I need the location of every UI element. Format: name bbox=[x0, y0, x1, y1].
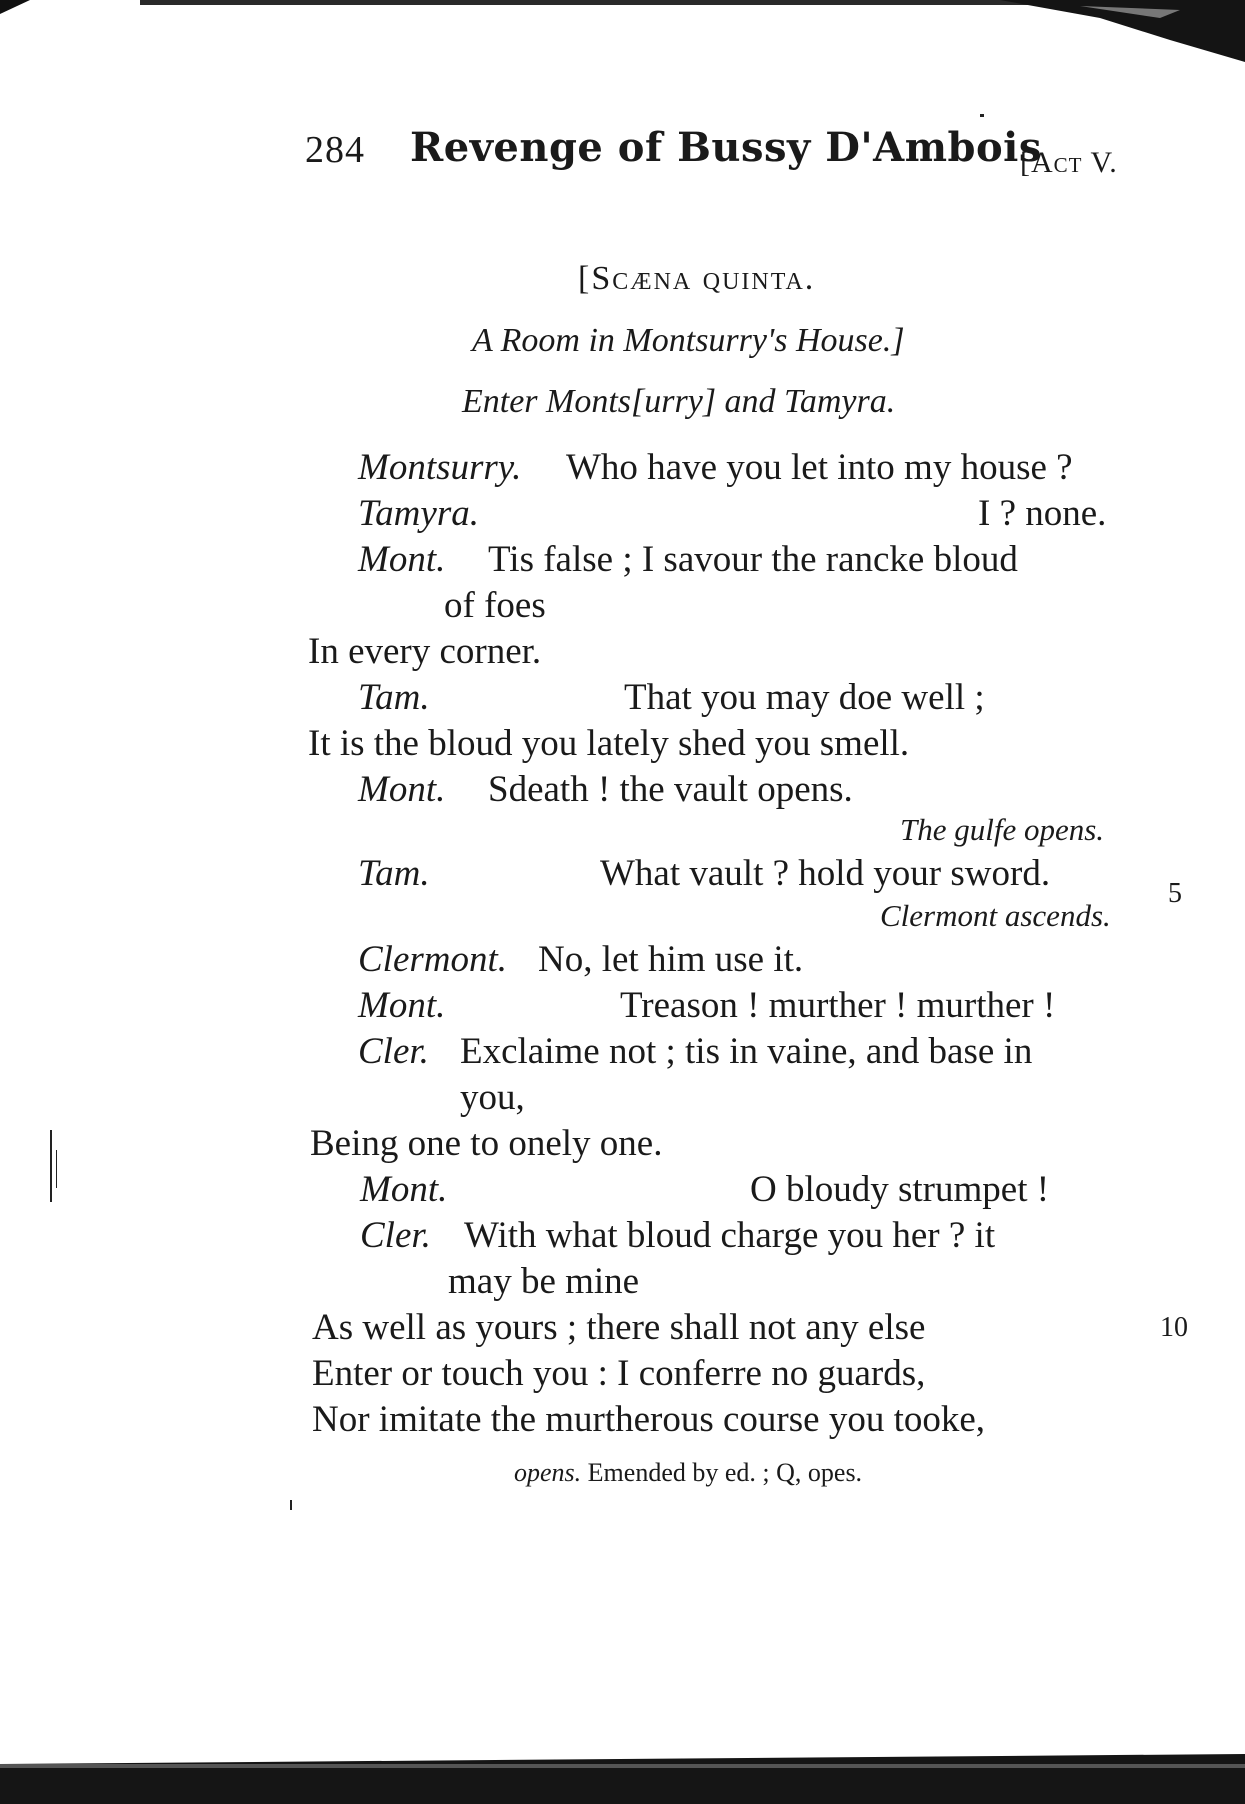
scan-mark bbox=[980, 114, 984, 117]
speaker-cler: Cler. bbox=[360, 1215, 431, 1256]
dialogue-line: That you may doe well ; bbox=[624, 677, 985, 718]
dialogue-continuation: may be mine bbox=[448, 1261, 640, 1302]
dialogue-line: No, let him use it. bbox=[538, 939, 804, 980]
scan-mark bbox=[50, 1130, 52, 1202]
scan-mark bbox=[56, 1150, 57, 1188]
dialogue-line: Enter or touch you : I conferre no guards, bbox=[312, 1353, 926, 1394]
footnote-text: Emended by ed. ; Q, opes. bbox=[587, 1458, 863, 1487]
dialogue-line: It is the bloud you lately shed you smell. bbox=[308, 723, 910, 764]
footnote bbox=[514, 1458, 862, 1488]
speaker-mont: Mont. bbox=[358, 539, 446, 580]
footnote-term: opens. bbox=[514, 1458, 582, 1487]
dialogue-line: Nor imitate the murtherous course you tooke, bbox=[312, 1399, 986, 1440]
speaker-montsurry: Montsurry. bbox=[358, 447, 522, 488]
scan-top-edge bbox=[0, 0, 1245, 70]
dialogue-line: What vault ? hold your sword. bbox=[600, 853, 1051, 894]
speaker-cler: Cler. bbox=[358, 1031, 429, 1072]
dialogue-line: Tis false ; I savour the rancke bloud bbox=[488, 539, 1018, 580]
scan-bottom-edge bbox=[0, 1740, 1245, 1804]
scene-heading: [Scæna quinta. bbox=[578, 260, 816, 297]
page-number: 284 bbox=[305, 129, 365, 171]
dialogue-line: In every corner. bbox=[308, 631, 542, 672]
dialogue-line: Treason ! murther ! murther ! bbox=[620, 985, 1056, 1026]
act-label: [Act V. bbox=[1020, 146, 1118, 179]
dialogue-line: Exclaime not ; tis in vaine, and base in bbox=[460, 1031, 1033, 1072]
stage-direction: The gulfe opens. bbox=[900, 812, 1105, 847]
speaker-tam: Tam. bbox=[358, 853, 430, 894]
line-number: 5 bbox=[1168, 878, 1182, 909]
speaker-mont: Mont. bbox=[358, 769, 446, 810]
dialogue-line: Sdeath ! the vault opens. bbox=[488, 769, 853, 810]
dialogue-line: With what bloud charge you her ? it bbox=[464, 1215, 996, 1256]
scene-location: A Room in Montsurry's House.] bbox=[472, 322, 905, 359]
dialogue-continuation: you, bbox=[460, 1077, 525, 1118]
dialogue-line: As well as yours ; there shall not any else bbox=[312, 1307, 926, 1348]
speaker-tam: Tam. bbox=[358, 677, 430, 718]
dialogue-line: O bloudy strumpet ! bbox=[750, 1169, 1050, 1210]
speaker-clermont: Clermont. bbox=[358, 939, 508, 980]
dialogue-line: Being one to onely one. bbox=[310, 1123, 663, 1164]
dialogue-line: Who have you let into my house ? bbox=[566, 447, 1073, 488]
running-title: Revenge of Bussy D'Ambois bbox=[410, 124, 1042, 171]
speaker-mont: Mont. bbox=[360, 1169, 448, 1210]
scan-mark bbox=[290, 1500, 292, 1510]
dialogue-continuation: of foes bbox=[444, 585, 546, 626]
line-number: 10 bbox=[1160, 1312, 1188, 1343]
dialogue-line: I ? none. bbox=[978, 493, 1107, 534]
speaker-tamyra: Tamyra. bbox=[358, 493, 479, 534]
speaker-mont: Mont. bbox=[358, 985, 446, 1026]
stage-direction: Clermont ascends. bbox=[880, 898, 1111, 933]
stage-direction-entrance: Enter Monts[urry] and Tamyra. bbox=[462, 383, 896, 420]
